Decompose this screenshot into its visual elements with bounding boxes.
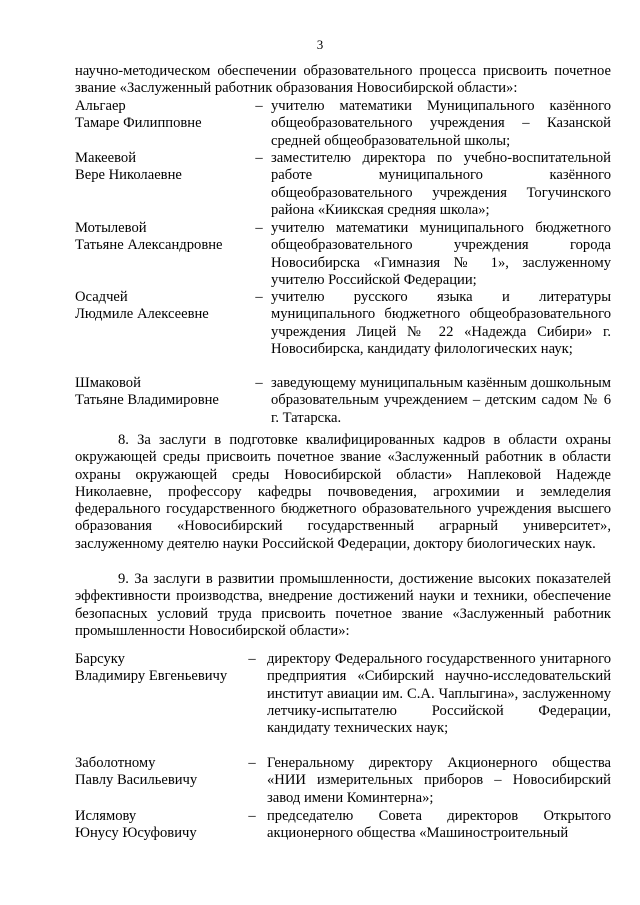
awardee-surname: Осадчей [75, 289, 128, 305]
awardee-given-names: Владимиру Евгеньевичу [75, 668, 228, 685]
awardee-surname: Заболотному [75, 755, 156, 771]
awardee-description: учителю математики муниципального бюджетного общеобразовательного учреждения города Новосибирска «Гимназия № 1», заслуженному учителю Российской Федерации; [271, 220, 611, 288]
intro-paragraph: научно-методическом обеспечении образовательного процесса присвоить почетное звание «Заслуженный работник образования Новосибирской области»: [75, 63, 611, 97]
awardee-name [75, 220, 250, 255]
awardee-given-names: Вере Николаевне [75, 167, 182, 184]
awardee-surname: Барсуку [75, 651, 125, 667]
awardee-given-names: Татьяне Владимировне [75, 392, 219, 409]
awardee-name [75, 98, 250, 133]
awardee-description: председателю Совета директоров Открытого акционерного общества «Машиностроительный [267, 808, 611, 842]
awardee-description: заместителю директора по учебно-воспитательной работе муниципального казённого общеобразовательного учреждения Тогучинского района «Киикская средняя школа»; [271, 150, 611, 218]
entry-dash: – [248, 651, 256, 667]
entry-dash: – [255, 220, 263, 236]
awardee-description: Генеральному директору Акционерного общества «НИИ измерительных приборов – Новосибирский завод имени Коминтерна»; [267, 755, 611, 806]
entry-dash: – [248, 755, 256, 771]
awardee-surname: Мотылевой [75, 220, 147, 236]
awardee-name [75, 651, 250, 686]
paragraph-9: 9. За заслуги в развитии промышленности, достижение высоких показателей эффективности производства, внедрение достижений науки и техники, обеспечение безопасных условий труда присвоить почетное звание «Заслуженный работник промышленности Новосибирской области»: [75, 571, 611, 639]
awardee-name [75, 755, 250, 790]
awardee-surname: Шмаковой [75, 375, 141, 391]
awardee-name [75, 150, 250, 185]
awardee-description: заведующему муниципальным казённым дошкольным образовательным учреждением – детским садом № 6 г. Татарска. [271, 375, 611, 426]
awardee-given-names: Людмиле Алексеевне [75, 306, 209, 323]
awardee-name [75, 808, 250, 843]
entry-dash: – [255, 289, 263, 305]
awardee-surname: Макеевой [75, 150, 137, 166]
awardee-surname: Ислямову [75, 808, 137, 824]
entry-dash: – [255, 150, 263, 166]
entry-dash: – [255, 375, 263, 391]
awardee-name [75, 375, 250, 410]
awardee-name [75, 289, 250, 324]
awardee-given-names: Павлу Васильевичу [75, 772, 198, 789]
page-number: 3 [316, 37, 324, 52]
awardee-given-names: Юнусу Юсуфовичу [75, 825, 197, 842]
awardee-description: учителю русского языка и литературы муниципального бюджетного общеобразовательного учреждения Лицей № 22 «Надежда Сибири» г. Новосибирска, кандидату филологических наук; [271, 289, 611, 357]
awardee-given-names: Татьяне Александровне [75, 237, 223, 254]
awardee-description: директору Федерального государственного унитарного предприятия «Сибирский научно-исследовательский институт авиации им. С.А. Чаплыгина», заслуженному летчику-испытателю Российской Федерации, кандидату технических наук; [267, 651, 611, 737]
awardee-given-names: Тамаре Филипповне [75, 115, 202, 132]
awardee-description: учителю математики Муниципального казённого общеобразовательного учреждения – Казанской средней общеобразовательной школы; [271, 98, 611, 149]
paragraph-8: 8. За заслуги в подготовке квалифицированных кадров в области охраны окружающей среды присвоить почетное звание «Заслуженный работник в области охраны окружающей среды Новосибирской области» Наплековой Надежде Николаевне, профессору кафедры почвоведения, агрохимии и земледелия федерального государственного бюджетного образовательного учреждения высшего образования «Новосибирский государственный аграрный университет», заслуженному деятелю науки Российской Федерации, доктору биологических наук. [75, 432, 611, 552]
entry-dash: – [255, 98, 263, 114]
entry-dash: – [248, 808, 256, 824]
awardee-surname: Альгаер [75, 98, 126, 114]
